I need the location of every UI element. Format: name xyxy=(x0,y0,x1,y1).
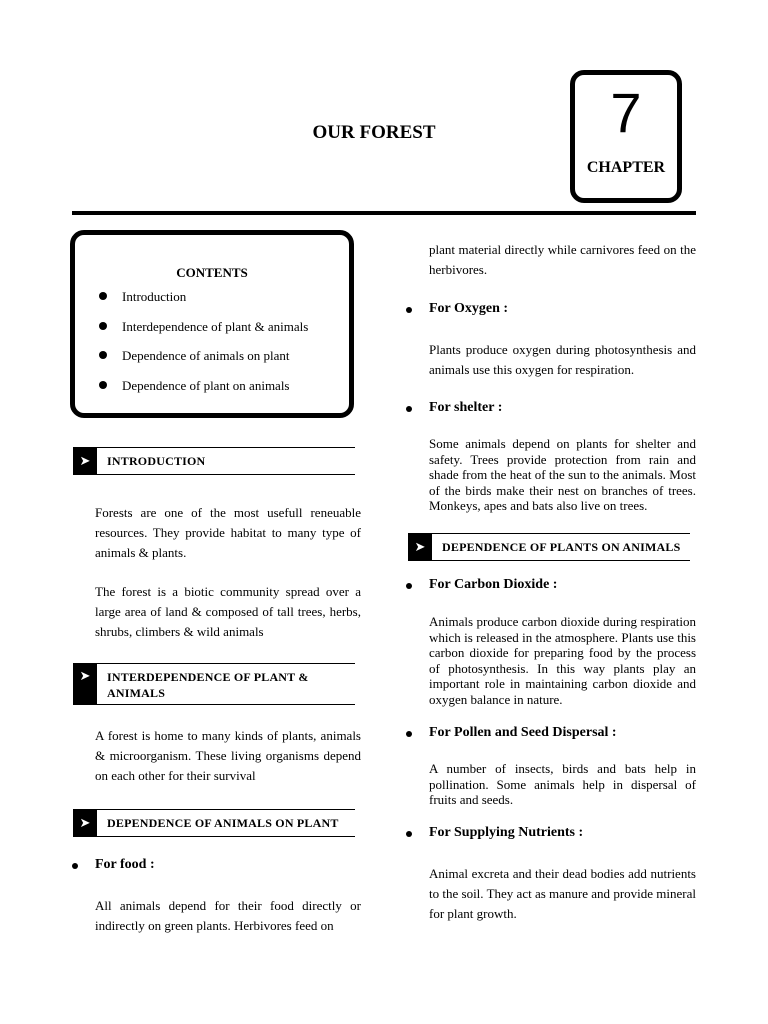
bullet-icon xyxy=(406,731,412,737)
bullet-icon xyxy=(99,381,107,389)
nutrients-paragraph: Animal excreta and their dead bodies add nutrients to the soil. They act as manure and provide mineral for plant growth. xyxy=(429,866,696,921)
contents-item: Interdependence of plant & animals xyxy=(95,319,308,349)
intro-paragraph-2: The forest is a biotic community spread over a large area of land & composed of tall trees, herbs, shrubs, climbers & wild animals xyxy=(95,584,361,639)
pollen-paragraph: A number of insects, birds and bats help in pollination. Some animals help in dispersal of fruits and seeds. xyxy=(429,761,696,808)
chevron-right-icon: ➤ xyxy=(73,664,97,704)
section-heading-dependence-animals: ➤ DEPENDENCE OF ANIMALS ON PLANT xyxy=(73,809,355,837)
oxygen-heading: For Oxygen : xyxy=(429,301,509,316)
section-heading-interdependence: ➤ INTERDEPENDENCE OF PLANT & ANIMALS xyxy=(73,663,355,705)
contents-box xyxy=(70,230,354,418)
chapter-number: 7 xyxy=(610,81,642,144)
chevron-right-icon: ➤ xyxy=(408,534,432,560)
header-divider xyxy=(72,211,696,215)
contents-item: Dependence of animals on plant xyxy=(95,348,308,378)
chapter-label: CHAPTER xyxy=(586,159,666,176)
bullet-icon xyxy=(406,583,412,589)
bullet-icon xyxy=(99,351,107,359)
food-paragraph: All animals depend for their food directly or indirectly on green plants. Herbivores feed on xyxy=(95,898,361,933)
contents-title: CONTENTS xyxy=(176,265,248,280)
bullet-icon xyxy=(99,292,107,300)
chapter-badge xyxy=(570,70,682,203)
food-heading: For food : xyxy=(95,857,155,872)
bullet-icon xyxy=(99,322,107,330)
nutrients-heading: For Supplying Nutrients : xyxy=(429,825,584,840)
co2-heading: For Carbon Dioxide : xyxy=(429,577,558,592)
contents-item: Dependence of plant on animals xyxy=(95,378,308,408)
bullet-icon xyxy=(406,307,412,313)
bullet-icon xyxy=(72,863,78,869)
section-heading-dependence-plants: ➤ DEPENDENCE OF PLANTS ON ANIMALS xyxy=(408,533,690,561)
bullet-icon xyxy=(406,831,412,837)
section-heading-introduction: ➤ INTRODUCTION xyxy=(73,447,355,475)
co2-paragraph: Animals produce carbon dioxide during respiration which is released in the atmosphere. Plants use this carbon dioxide for preparing food by the process of photosynthesis. In this way plants play an important role in maintaining carbon dioxide and oxygen balance in nature. xyxy=(429,614,696,707)
chevron-right-icon: ➤ xyxy=(73,810,97,836)
shelter-heading: For shelter : xyxy=(429,400,503,415)
chevron-right-icon: ➤ xyxy=(73,448,97,474)
interdependence-paragraph: A forest is home to many kinds of plants, animals & microorganism. These living organisms depend on each other for their survival xyxy=(95,728,361,783)
oxygen-paragraph: Plants produce oxygen during photosynthesis and animals use this oxygen for respiration. xyxy=(429,342,696,377)
intro-paragraph-1: Forests are one of the most usefull reneuable resources. They provide habitat to many type of animals & plants. xyxy=(95,505,361,560)
contents-list xyxy=(95,289,308,407)
page-title: OUR FOREST xyxy=(312,122,436,143)
pollen-heading: For Pollen and Seed Dispersal : xyxy=(429,725,617,740)
bullet-icon xyxy=(406,406,412,412)
shelter-paragraph: Some animals depend on plants for shelter and safety. Trees provide protection from rain and shade from the heat of the sun to the animals. Most of the birds make their nest on branches of trees. Monkeys, apes and bats also live on trees. xyxy=(429,436,696,514)
contents-item: Introduction xyxy=(95,289,308,319)
continued-paragraph: plant material directly while carnivores feed on the herbivores. xyxy=(429,242,696,277)
